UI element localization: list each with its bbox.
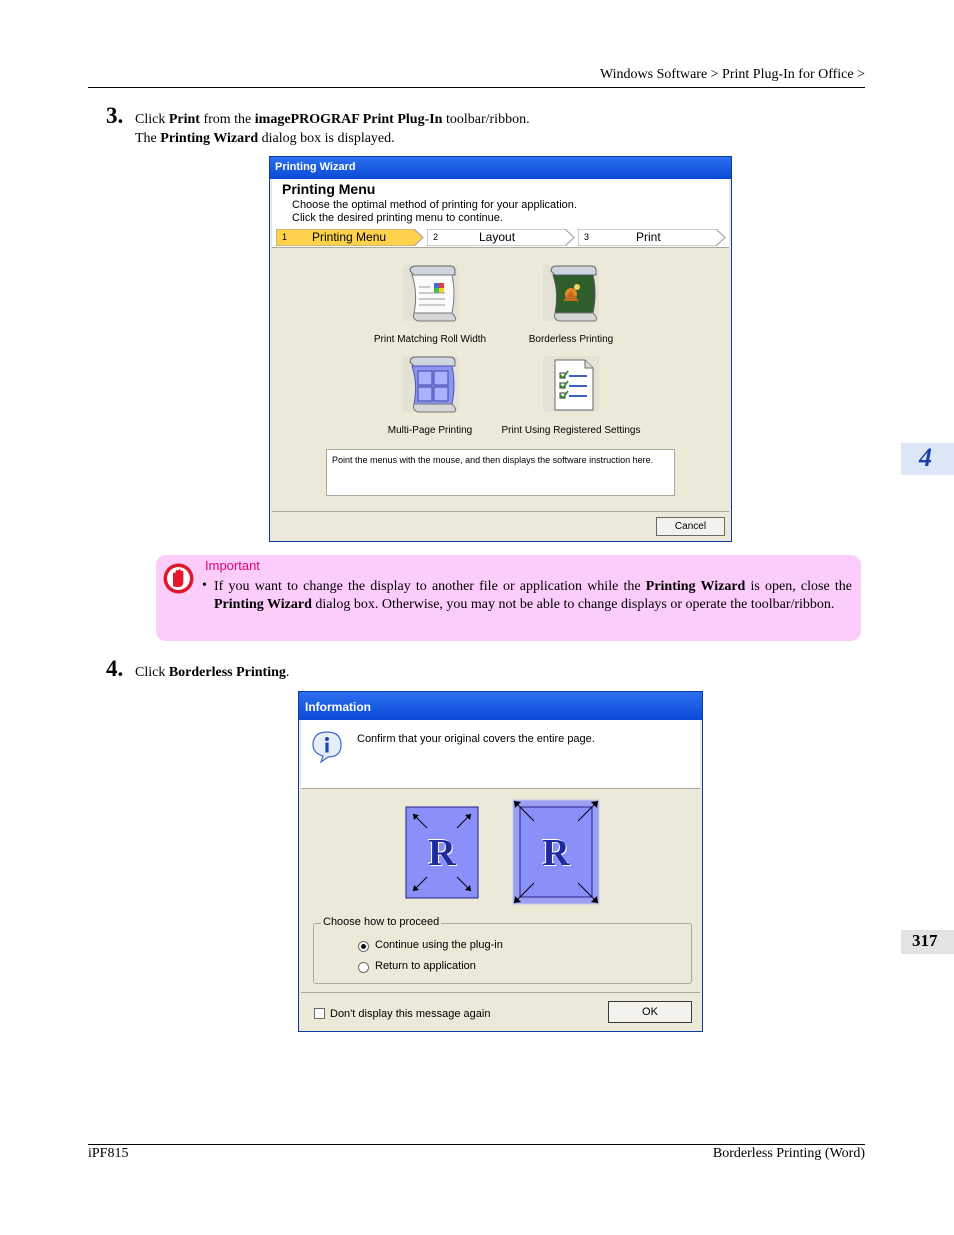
divider xyxy=(301,992,700,993)
text: is open, close the xyxy=(745,579,852,594)
divider xyxy=(272,511,729,512)
menu-label: Print Using Registered Settings xyxy=(501,425,641,436)
wizard-step-1 xyxy=(276,229,424,246)
menu-label: Borderless Printing xyxy=(528,334,614,345)
important-note xyxy=(156,555,861,641)
wizard-description: Click the desired printing menu to continue. xyxy=(292,212,503,224)
wizard-heading: Printing Menu xyxy=(282,181,376,197)
important-label: Important xyxy=(205,558,260,573)
step-label: Print xyxy=(636,230,661,244)
instruction-text: Point the menus with the mouse, and then displays the software instruction here. xyxy=(332,455,654,465)
radio-label[interactable]: Return to application xyxy=(375,960,476,972)
dialog-title: Information xyxy=(305,700,371,714)
page-number: 317 xyxy=(912,931,938,950)
return-application-radio[interactable] xyxy=(358,962,369,973)
page-number-tab xyxy=(901,930,954,954)
breadcrumb: Windows Software > Print Plug-In for Office > xyxy=(600,67,865,82)
dialog-title-bar[interactable] xyxy=(270,157,731,179)
continue-plugin-radio[interactable] xyxy=(358,941,369,952)
chapter-tab[interactable] xyxy=(901,443,954,475)
step-3-line-2 xyxy=(135,131,395,147)
bold-text: Print xyxy=(168,112,200,127)
step-4-line xyxy=(135,665,289,681)
wizard-description: Choose the optimal method of printing for your application. xyxy=(292,199,577,211)
dont-display-checkbox[interactable] xyxy=(314,1008,325,1019)
group-label: Choose how to proceed xyxy=(323,916,440,928)
proceed-option-group xyxy=(313,916,692,984)
bold-text: Printing Wizard xyxy=(160,131,259,146)
wizard-step-2 xyxy=(427,229,575,246)
footer-section-title: Borderless Printing (Word) xyxy=(712,1146,865,1161)
information-dialog xyxy=(298,691,703,1032)
step-4-number: 4. xyxy=(106,656,124,681)
printing-wizard-dialog xyxy=(269,156,732,542)
instruction-panel xyxy=(326,449,675,496)
checkbox-label[interactable]: Don't display this message again xyxy=(330,1008,491,1020)
bold-text: Borderless Printing xyxy=(168,665,286,680)
header-rule xyxy=(88,87,865,88)
step-label: Printing Menu xyxy=(312,230,387,244)
menu-label: Print Matching Roll Width xyxy=(373,334,487,345)
cancel-button[interactable]: Cancel xyxy=(656,517,725,536)
step-number: 1 xyxy=(282,232,288,242)
step-3-number: 3. xyxy=(106,103,124,128)
chapter-number: 4 xyxy=(919,443,932,472)
text: Click xyxy=(135,112,169,127)
text: The xyxy=(135,131,161,146)
step-number: 2 xyxy=(433,232,439,242)
text: Click xyxy=(135,665,169,680)
bold-text: Printing Wizard xyxy=(214,597,312,612)
menu-label: Multi-Page Printing xyxy=(387,425,473,436)
footer-rule xyxy=(88,1144,865,1145)
bold-text: imagePROGRAF Print Plug-In xyxy=(254,112,443,127)
registered-settings-icon xyxy=(541,354,601,416)
ok-button[interactable]: OK xyxy=(608,1001,692,1023)
roll-width-icon xyxy=(400,263,460,325)
stop-hand-icon xyxy=(162,562,195,595)
text: toolbar/ribbon. xyxy=(442,112,530,127)
dialog-title: Printing Wizard xyxy=(275,161,356,173)
multi-page-icon xyxy=(400,354,460,416)
text: . xyxy=(285,665,290,680)
sample-letter: R xyxy=(542,832,570,874)
important-text xyxy=(214,578,852,614)
wizard-step-3 xyxy=(578,229,726,246)
dialog-title-bar[interactable] xyxy=(299,692,702,720)
step-label: Layout xyxy=(479,230,516,244)
dialog-message: Confirm that your original covers the entire page. xyxy=(357,733,595,745)
text: dialog box is displayed. xyxy=(258,131,395,146)
radio-label[interactable]: Continue using the plug-in xyxy=(375,939,503,951)
text: from the xyxy=(199,112,255,127)
message-panel xyxy=(301,720,700,789)
wizard-header-panel xyxy=(272,179,729,248)
bullet: • xyxy=(202,578,207,593)
info-icon xyxy=(311,730,343,764)
text: dialog box. Otherwise, you may not be able to change displays or operate the toolbar/ribbon. xyxy=(311,597,835,612)
footer-model: iPF815 xyxy=(88,1146,129,1161)
step-3-line-1 xyxy=(135,112,530,128)
step-number: 3 xyxy=(584,232,590,242)
sample-letter: R xyxy=(428,832,456,874)
text: If you want to change the display to another file or application while the xyxy=(214,579,646,594)
borderless-icon xyxy=(541,263,601,325)
bold-text: Printing Wizard xyxy=(645,579,746,594)
